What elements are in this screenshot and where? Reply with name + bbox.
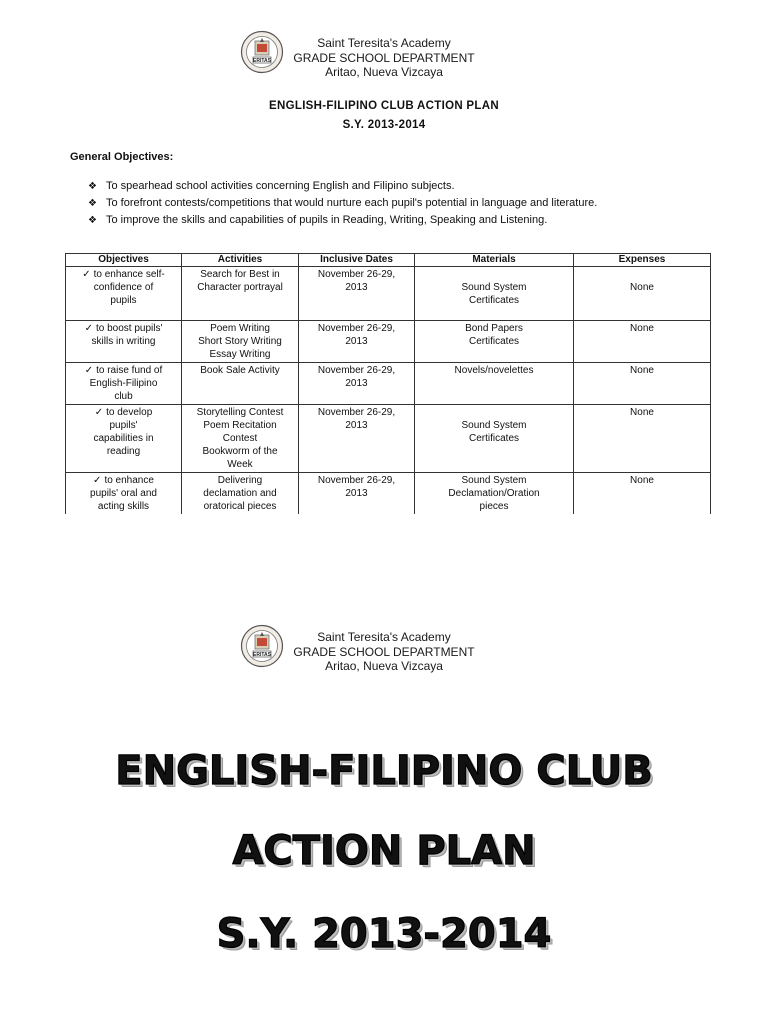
cell-activities: Poem Writing Short Story Writing Essay Writing <box>182 321 299 363</box>
school-info <box>284 630 484 674</box>
table-row <box>66 267 711 321</box>
objectives-heading: General Objectives: <box>70 151 174 163</box>
action-plan-table <box>65 253 711 514</box>
cell-expenses: None <box>574 405 711 473</box>
school-seal-icon <box>240 30 284 74</box>
cell-materials: Novels/novelettes <box>415 363 574 405</box>
school-location: Aritao, Nueva Vizcaya <box>325 65 443 79</box>
cell-materials: Sound System Declamation/Oration pieces <box>415 473 574 515</box>
table-row <box>66 405 711 473</box>
header-dates: Inclusive Dates <box>299 254 415 267</box>
cell-objective: ✓ to raise fund of English-Filipino club <box>66 363 182 405</box>
school-department: GRADE SCHOOL DEPARTMENT <box>293 50 475 65</box>
cell-objective: ✓ to enhance pupils' oral and acting skills <box>66 473 182 515</box>
check-icon: ✓ <box>93 475 102 486</box>
cell-objective: ✓ to boost pupils' skills in writing <box>66 321 182 363</box>
cell-dates: November 26-29, 2013 <box>299 363 415 405</box>
header-cover <box>0 624 768 680</box>
seal-text: ERITAS <box>253 58 271 64</box>
school-name: Saint Teresita's Academy <box>317 630 451 644</box>
cover-title-line3: S.Y. 2013-2014 <box>216 911 552 957</box>
cell-dates: November 26-29, 2013 <box>299 473 415 515</box>
cell-expenses: None <box>574 267 711 321</box>
header-activities: Activities <box>182 254 299 267</box>
cell-expenses: None <box>574 321 711 363</box>
header-objectives: Objectives <box>66 254 182 267</box>
cell-materials: Sound System Certificates <box>415 405 574 473</box>
header-materials: Materials <box>415 254 574 267</box>
cell-objective: ✓ to develop pupils' capabilities in reading <box>66 405 182 473</box>
cell-activities: Book Sale Activity <box>182 363 299 405</box>
school-name: Saint Teresita's Academy <box>317 36 451 50</box>
plan-title: ENGLISH-FILIPINO CLUB ACTION PLAN <box>269 100 499 112</box>
cell-activities: Search for Best in Character portrayal <box>182 267 299 321</box>
plan-year: S.Y. 2013-2014 <box>342 119 426 131</box>
school-info <box>284 36 484 80</box>
cover-title-line1: ENGLISH-FILIPINO CLUB <box>115 748 653 794</box>
seal-text: ERITAS <box>253 652 271 658</box>
bullet-icon: ❖ <box>88 181 97 192</box>
school-seal-icon <box>240 624 284 668</box>
header-top <box>0 30 768 86</box>
table-row <box>66 363 711 405</box>
objectives-list <box>88 178 597 229</box>
bullet-icon: ❖ <box>88 198 97 209</box>
cell-expenses: None <box>574 363 711 405</box>
table-row <box>66 473 711 515</box>
cell-expenses: None <box>574 473 711 515</box>
table-row <box>66 321 711 363</box>
header-expenses: Expenses <box>574 254 711 267</box>
cell-objective: ✓ to enhance self- confidence of pupils <box>66 267 182 321</box>
school-location: Aritao, Nueva Vizcaya <box>325 659 443 673</box>
cell-dates: November 26-29, 2013 <box>299 405 415 473</box>
cell-materials: Sound System Certificates <box>415 267 574 321</box>
cell-activities: Storytelling Contest Poem Recitation Contest Bookworm of the Week <box>182 405 299 473</box>
cover-title-line2: ACTION PLAN <box>232 828 536 874</box>
check-icon: ✓ <box>82 269 91 280</box>
cell-materials: Bond Papers Certificates <box>415 321 574 363</box>
bullet-icon: ❖ <box>88 215 97 226</box>
objective-item: ❖ To improve the skills and capabilities of pupils in Reading, Writing, Speaking and Listening. <box>88 212 597 229</box>
cell-dates: November 26-29, 2013 <box>299 267 415 321</box>
objective-item: ❖ To forefront contests/competitions that would nurture each pupil's potential in language and literature. <box>88 195 597 212</box>
school-department: GRADE SCHOOL DEPARTMENT <box>293 644 475 659</box>
check-icon: ✓ <box>94 407 104 418</box>
table-header-row <box>66 254 711 267</box>
objective-item: ❖ To spearhead school activities concerning English and Filipino subjects. <box>88 178 597 195</box>
cell-dates: November 26-29, 2013 <box>299 321 415 363</box>
check-icon: ✓ <box>84 323 93 334</box>
check-icon: ✓ <box>84 365 94 376</box>
cell-activities: Delivering declamation and oratorical pieces <box>182 473 299 515</box>
